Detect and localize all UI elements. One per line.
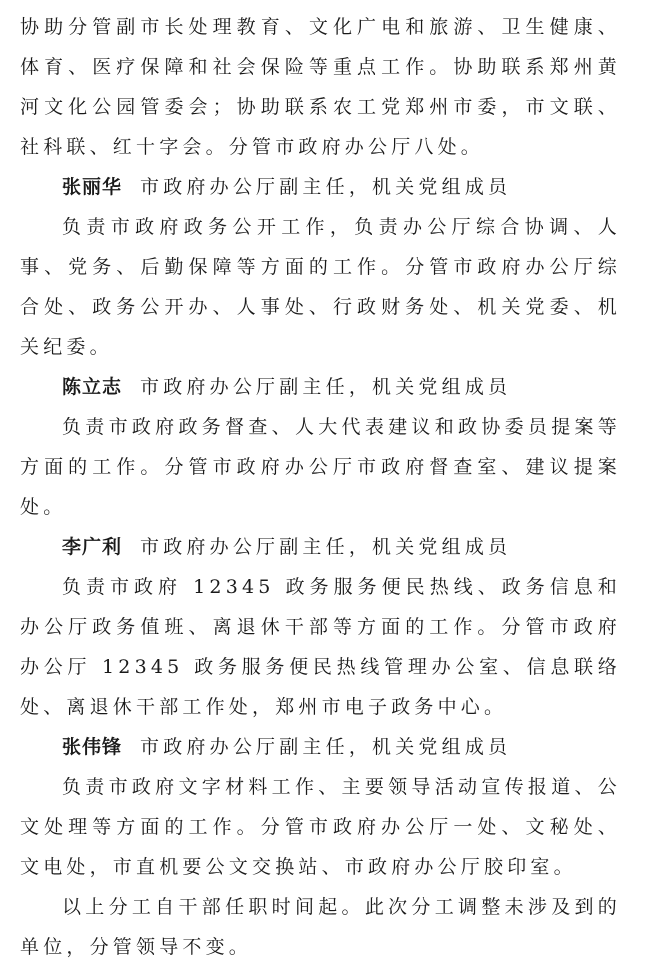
official-name: 张丽华 bbox=[62, 176, 123, 198]
official-title: 市政府办公厅副主任，机关党组成员 bbox=[140, 376, 512, 398]
official-entry bbox=[20, 167, 621, 367]
official-heading bbox=[20, 367, 621, 407]
official-duties: 负责市政府 12345 政务服务便民热线、政务信息和办公厅政务值班、离退休干部等方面的工作。分管市政府办公厅 12345 政务服务便民热线管理办公室、信息联络处、离退休干部工作处，郑州市电子政务中心。 bbox=[20, 576, 621, 718]
official-duties: 负责市政府文字材料工作、主要领导活动宣传报道、公文处理等方面的工作。分管市政府办公厅一处、文秘处、文电处，市直机要公文交换站、市政府办公厅胶印室。 bbox=[20, 776, 621, 878]
official-name: 陈立志 bbox=[62, 376, 123, 398]
official-entry bbox=[20, 527, 621, 727]
official-heading bbox=[20, 727, 621, 767]
official-title: 市政府办公厅副主任，机关党组成员 bbox=[140, 536, 512, 558]
official-entry bbox=[20, 727, 621, 887]
closing-paragraph: 以上分工自干部任职时间起。此次分工调整未涉及到的单位，分管领导不变。 bbox=[20, 896, 621, 958]
document-page bbox=[20, 0, 621, 967]
official-name: 李广利 bbox=[62, 536, 123, 558]
official-title: 市政府办公厅副主任，机关党组成员 bbox=[140, 176, 512, 198]
official-heading bbox=[20, 167, 621, 207]
official-duties: 负责市政府政务督查、人大代表建议和政协委员提案等方面的工作。分管市政府办公厅市政府督查室、建议提案处。 bbox=[20, 416, 621, 518]
official-name: 张伟锋 bbox=[62, 736, 123, 758]
official-title: 市政府办公厅副主任，机关党组成员 bbox=[140, 736, 512, 758]
official-duties: 负责市政府政务公开工作，负责办公厅综合协调、人事、党务、后勤保障等方面的工作。分管市政府办公厅综合处、政务公开办、人事处、行政财务处、机关党委、机关纪委。 bbox=[20, 216, 621, 358]
official-entry bbox=[20, 367, 621, 527]
official-heading bbox=[20, 527, 621, 567]
intro-paragraph: 协助分管副市长处理教育、文化广电和旅游、卫生健康、体育、医疗保障和社会保险等重点工作。协助联系郑州黄河文化公园管委会；协助联系农工党郑州市委，市文联、社科联、红十字会。分管市政府办公厅八处。 bbox=[20, 16, 621, 158]
